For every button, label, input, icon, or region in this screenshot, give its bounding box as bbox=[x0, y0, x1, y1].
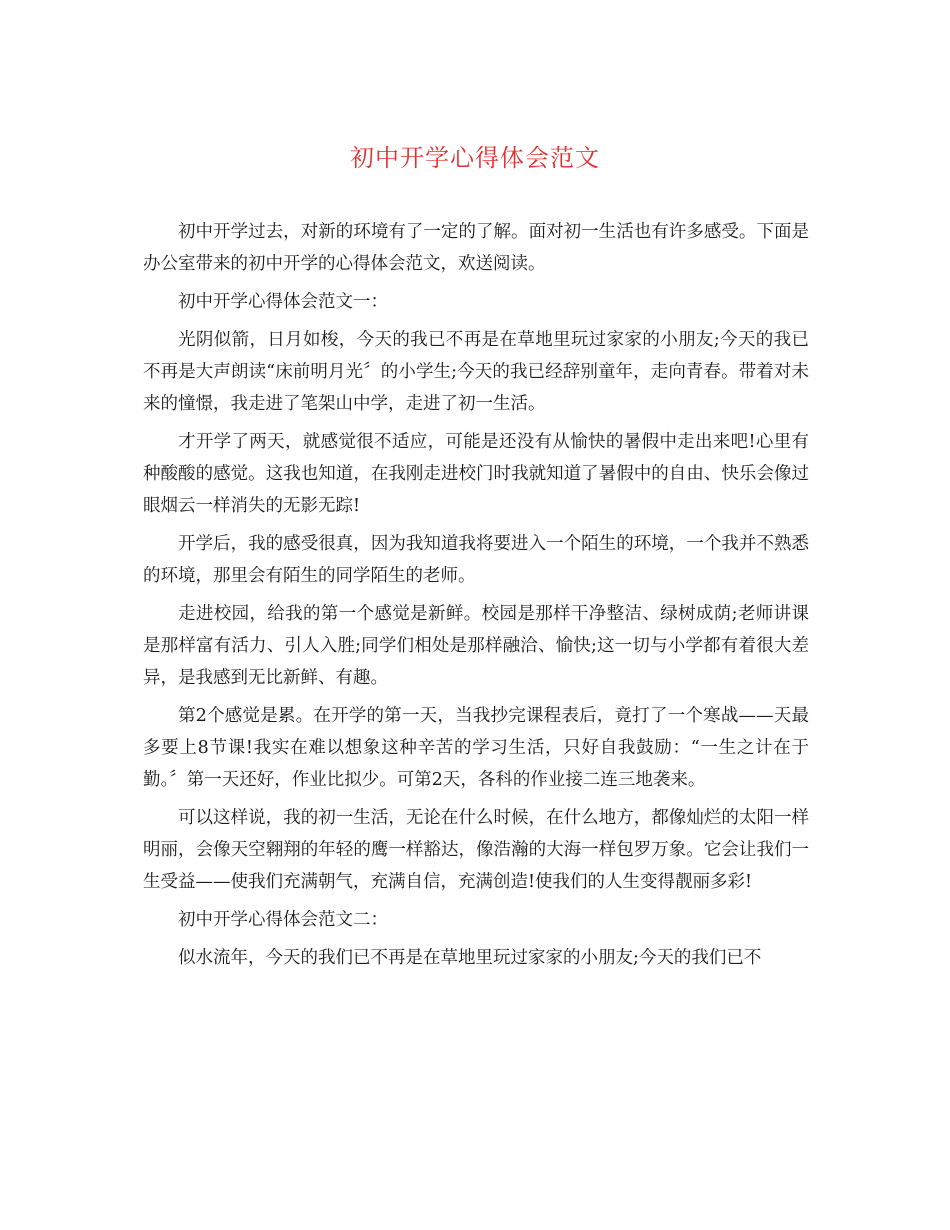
paragraph: 才开学了两天，就感觉很不适应，可能是还没有从愉快的暑假中走出来吧!心里有种酸酸的感觉。这我也知道，在我刚走进校门时我就知道了暑假中的自由、快乐会像过眼烟云一样消失的无影无踪! bbox=[143, 432, 809, 516]
paragraph: 光阴似箭，日月如梭，今天的我已不再是在草地里玩过家家的小朋友;今天的我已不再是大声朗读“床前明月光〞的小学生;今天的我已经辞别童年，走向青春。带着对未来的憧憬，我走进了笔架山中学，走进了初一生活。 bbox=[143, 330, 809, 414]
paragraph: 第2个感觉是累。在开学的第一天，当我抄完课程表后，竟打了一个寒战——天最多要上8节课!我实在难以想象这种辛苦的学习生活，只好自我鼓励：“一生之计在于勤。〞第一天还好，作业比拟少。可第2天，各科的作业接二连三地袭来。 bbox=[143, 706, 809, 790]
paragraph: 似水流年，今天的我们已不再是在草地里玩过家家的小朋友;今天的我们已不 bbox=[178, 948, 762, 968]
paragraph: 开学后，我的感受很真，因为我知道我将要进入一个陌生的环境，一个我并不熟悉的环境，那里会有陌生的同学陌生的老师。 bbox=[143, 534, 809, 586]
document-title: 初中开学心得体会范文 bbox=[350, 144, 600, 172]
paragraph: 可以这样说，我的初一生活，无论在什么时候，在什么地方，都像灿烂的太阳一样明丽，会像天空翱翔的年轻的鹰一样豁达，像浩瀚的大海一样包罗万象。它会让我们一生受益——使我们充满朝气，充满自信，充满创造!使我们的人生变得靓丽多彩! bbox=[143, 808, 809, 892]
section-heading-two: 初中开学心得体会范文二： bbox=[178, 910, 388, 930]
paragraph: 走进校园，给我的第一个感觉是新鲜。校园是那样干净整洁、绿树成荫;老师讲课是那样富有活力、引人入胜;同学们相处是那样融洽、愉快;这一切与小学都有着很大差异，是我感到无比新鲜、有趣。 bbox=[143, 604, 809, 688]
document-body bbox=[143, 216, 809, 980]
section-heading-one: 初中开学心得体会范文一： bbox=[178, 292, 388, 312]
intro-paragraph: 初中开学过去，对新的环境有了一定的了解。面对初一生活也有许多感受。下面是办公室带来的初中开学的心得体会范文，欢送阅读。 bbox=[143, 222, 809, 274]
